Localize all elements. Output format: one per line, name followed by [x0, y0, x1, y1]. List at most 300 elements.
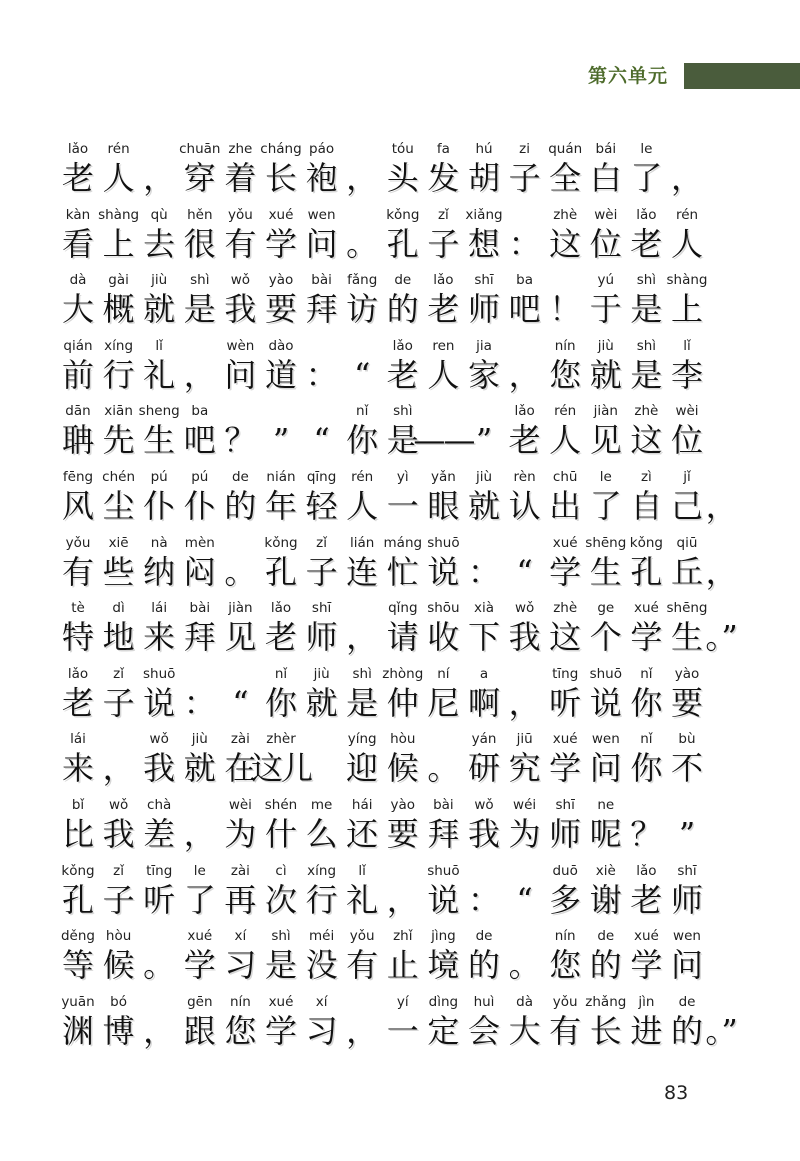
hanzi-character: 很	[183, 224, 216, 263]
text-line	[0, 599, 800, 659]
hanzi-character: 进	[630, 1011, 663, 1050]
hanzi-character: 。	[224, 552, 257, 591]
hanzi-character: 生	[589, 552, 622, 591]
pinyin-syllable: bài	[189, 600, 211, 617]
hanzi-character: 境	[427, 946, 460, 985]
hanzi-character: 师	[549, 815, 582, 853]
pinyin-syllable: lǎo	[67, 665, 89, 682]
hanzi-character: 为	[508, 815, 541, 853]
hanzi-character: “	[516, 880, 533, 919]
hanzi-character: 就	[183, 749, 216, 788]
pinyin-syllable: rén	[351, 469, 374, 485]
pinyin-syllable: xué	[633, 928, 659, 945]
hanzi-character: 说	[143, 683, 176, 722]
pinyin-syllable: lǎo	[67, 141, 89, 157]
hanzi-character: 的	[589, 946, 622, 985]
trailing-punctuation: ，	[705, 487, 738, 525]
hanzi-character: ，	[183, 815, 216, 853]
pinyin-syllable: lǎo	[636, 206, 657, 223]
hanzi-character: 师	[305, 618, 338, 657]
pinyin-syllable: nà	[150, 534, 168, 551]
pinyin-syllable: xué	[268, 993, 294, 1010]
pinyin-syllable: hòu	[105, 928, 132, 945]
hanzi-character: 说	[589, 683, 622, 722]
hanzi-character: 这	[549, 618, 582, 657]
pinyin-syllable: jiù	[313, 665, 330, 682]
pinyin-syllable: zhèr	[266, 731, 296, 748]
hanzi-character: 了	[630, 159, 663, 197]
pinyin-syllable: yǒu	[349, 928, 375, 945]
hanzi-character: 尘	[102, 487, 135, 525]
pinyin-syllable: hòu	[390, 731, 416, 748]
pinyin-syllable: shī	[555, 797, 575, 813]
pinyin-syllable: nǐ	[356, 403, 369, 420]
pinyin-syllable: zǐ	[113, 862, 125, 879]
pinyin-syllable: zhè	[634, 403, 659, 420]
pinyin-syllable: nǐ	[640, 731, 653, 748]
text-line	[0, 862, 800, 922]
pinyin-syllable: rèn	[513, 469, 536, 485]
hanzi-character: ，	[143, 1011, 176, 1050]
hanzi-character: 头	[386, 159, 419, 197]
hanzi-character: 收	[427, 618, 460, 657]
pinyin-syllable: wen	[673, 928, 701, 945]
trailing-punctuation: 。”	[705, 618, 738, 657]
pinyin-syllable: shì	[352, 665, 372, 682]
pinyin-syllable: shēng	[585, 534, 627, 551]
pinyin-syllable: méi	[308, 928, 335, 945]
hanzi-character: 概	[102, 290, 135, 329]
pinyin-syllable: lǎo	[270, 600, 292, 617]
hanzi-character: 这儿	[250, 749, 311, 788]
pinyin-syllable: jia	[476, 337, 492, 354]
hanzi-character: 差	[143, 815, 176, 853]
hanzi-character: 老	[630, 224, 663, 263]
pinyin-syllable: shuō	[142, 665, 176, 682]
text-line	[0, 796, 800, 856]
hanzi-character: 听	[549, 683, 582, 722]
hanzi-character: 定	[427, 1011, 460, 1050]
pinyin-syllable: pú	[150, 469, 168, 485]
pinyin-syllable: kàn	[65, 206, 91, 223]
pinyin-syllable: qǐng	[388, 600, 418, 617]
pinyin-syllable: a	[479, 665, 489, 682]
hanzi-character: 会	[467, 1011, 500, 1050]
trailing-punctuation: 。”	[705, 1011, 738, 1050]
hanzi-character: 聃	[61, 421, 94, 460]
pinyin-syllable: yào	[390, 797, 416, 813]
hanzi-character: 己	[670, 487, 703, 525]
trailing-punctuation: ，	[705, 552, 738, 591]
hanzi-character: 么	[305, 815, 338, 853]
hanzi-character: ？	[630, 815, 663, 853]
pinyin-syllable: gēn	[187, 993, 213, 1010]
pinyin-syllable: de	[678, 993, 696, 1010]
pinyin-syllable: shī	[311, 600, 332, 617]
pinyin-syllable: ge	[597, 600, 615, 617]
hanzi-character: 拜	[305, 290, 338, 329]
hanzi-character: ，	[346, 1011, 379, 1050]
pinyin-syllable: wèi	[675, 403, 699, 420]
pinyin-syllable: qiū	[676, 534, 698, 551]
pinyin-syllable: nián	[266, 469, 296, 485]
hanzi-character: ：	[183, 683, 216, 722]
hanzi-character: 长	[589, 1011, 622, 1050]
hanzi-character: 孔	[386, 224, 419, 263]
hanzi-character: 了	[183, 880, 216, 919]
pinyin-syllable: de	[597, 928, 615, 945]
pinyin-syllable: le	[640, 141, 653, 157]
hanzi-character: 止	[386, 946, 419, 985]
hanzi-character: 您	[549, 946, 582, 985]
hanzi-character: 是	[630, 290, 663, 329]
pinyin-syllable: lǎo	[636, 862, 657, 879]
hanzi-character: 学	[630, 618, 663, 657]
hanzi-character: 子	[102, 880, 135, 919]
hanzi-character: 老	[61, 159, 94, 197]
pinyin-syllable: hěn	[187, 206, 213, 223]
hanzi-character: ”	[678, 815, 696, 853]
pinyin-syllable: jiù	[475, 469, 493, 485]
pinyin-syllable: tè	[71, 600, 85, 617]
hanzi-character: ，	[143, 159, 176, 197]
pinyin-syllable: jìn	[638, 993, 655, 1010]
pinyin-syllable: páo	[309, 141, 335, 157]
pinyin-syllable: fa	[436, 141, 450, 157]
hanzi-character: 人	[549, 421, 582, 460]
hanzi-character: 习	[305, 1011, 338, 1050]
hanzi-character: 师	[670, 880, 703, 919]
pinyin-syllable: nín	[229, 993, 251, 1010]
hanzi-character: 有	[346, 946, 379, 985]
pinyin-syllable: wǒ	[514, 600, 535, 617]
hanzi-character: 有	[224, 224, 257, 263]
hanzi-character: 有	[61, 552, 94, 591]
hanzi-character: 的	[670, 1011, 703, 1050]
pinyin-syllable: zi	[519, 141, 531, 157]
pinyin-syllable: zhè	[553, 206, 578, 223]
pinyin-syllable: duō	[552, 862, 578, 879]
pinyin-syllable: cháng	[260, 141, 302, 157]
pinyin-syllable: sheng	[138, 403, 180, 420]
hanzi-character: 为	[224, 815, 257, 853]
hanzi-character: 学	[549, 749, 582, 788]
pinyin-syllable: xí	[315, 993, 328, 1010]
pinyin-syllable: xíng	[104, 337, 134, 354]
hanzi-character: 次	[264, 880, 297, 919]
hanzi-character: 问	[670, 946, 703, 985]
hanzi-character: 认	[508, 487, 541, 525]
hanzi-character: 孔	[264, 552, 297, 591]
hanzi-character: 地	[102, 618, 135, 657]
pinyin-syllable: rén	[675, 206, 699, 223]
hanzi-character: 连	[346, 552, 379, 591]
unit-label: 第六单元	[588, 65, 669, 87]
hanzi-character: 行	[305, 880, 338, 919]
pinyin-syllable: ba	[516, 272, 534, 289]
hanzi-character: 候	[386, 749, 419, 788]
hanzi-character: 一	[386, 487, 419, 525]
hanzi-character: 了	[589, 487, 622, 525]
hanzi-character: 穿	[183, 159, 216, 197]
hanzi-character: 我	[143, 749, 176, 788]
pinyin-syllable: qián	[63, 337, 93, 354]
hanzi-character: 究	[508, 749, 541, 788]
text-line	[0, 337, 800, 397]
pinyin-syllable: zài	[230, 862, 250, 879]
pinyin-syllable: lǎo	[433, 272, 454, 289]
hanzi-character: 纳	[143, 552, 176, 591]
pinyin-syllable: wèi	[594, 206, 618, 223]
hanzi-character: ，	[670, 159, 703, 197]
pinyin-syllable: shén	[264, 797, 298, 813]
hanzi-character: ，	[102, 749, 135, 788]
hanzi-character: 不	[670, 749, 703, 788]
hanzi-character: 老	[508, 421, 541, 460]
pinyin-syllable: fǎng	[347, 272, 378, 289]
hanzi-character: 啊	[467, 683, 500, 722]
hanzi-character: 轻	[305, 487, 338, 525]
pinyin-syllable: kǒng	[264, 534, 298, 551]
hanzi-character: ——	[413, 421, 474, 460]
text-line	[0, 730, 800, 790]
pinyin-syllable: zǐ	[316, 534, 328, 551]
hanzi-character: 博	[102, 1011, 135, 1050]
pinyin-syllable: nǐ	[274, 665, 288, 682]
pinyin-syllable: shàng	[666, 272, 708, 289]
pinyin-syllable: xué	[633, 600, 659, 617]
hanzi-character: 全	[549, 159, 582, 197]
hanzi-character: 学	[264, 1011, 297, 1050]
pinyin-syllable: zhe	[228, 141, 253, 157]
hanzi-character: 拜	[427, 815, 460, 853]
hanzi-character: 位	[589, 224, 622, 263]
pinyin-syllable: yào	[268, 272, 294, 289]
hanzi-character: ：	[305, 355, 338, 394]
pinyin-syllable: de	[231, 469, 249, 485]
pinyin-syllable: wèn	[226, 337, 255, 354]
hanzi-character: 李	[670, 355, 703, 394]
pinyin-syllable: xué	[187, 928, 213, 945]
pinyin-syllable: tīng	[552, 665, 579, 682]
hanzi-character: 。	[508, 946, 541, 985]
pinyin-syllable: lián	[350, 534, 375, 551]
pinyin-syllable: quán	[548, 141, 583, 157]
hanzi-character: 迎	[346, 749, 379, 788]
hanzi-character: ：	[467, 880, 500, 919]
hanzi-character: 就	[143, 290, 176, 329]
hanzi-character: 你	[346, 421, 379, 460]
hanzi-character: 研	[467, 749, 500, 788]
hanzi-character: 发	[427, 159, 460, 197]
text-line	[0, 140, 800, 200]
hanzi-character: ”	[272, 421, 290, 460]
pinyin-syllable: lái	[70, 731, 86, 748]
pinyin-syllable: lǐ	[155, 337, 163, 354]
hanzi-character: 这	[549, 224, 582, 263]
hanzi-character: 长	[264, 159, 297, 197]
pinyin-syllable: wen	[307, 206, 336, 223]
pinyin-syllable: bài	[311, 272, 332, 289]
hanzi-character: 你	[264, 683, 297, 722]
pinyin-syllable: yì	[396, 469, 409, 485]
hanzi-character: “	[516, 552, 533, 591]
hanzi-character: 跟	[183, 1011, 216, 1050]
hanzi-character: 上	[102, 224, 135, 263]
pinyin-syllable: xué	[268, 206, 294, 223]
pinyin-syllable: yíng	[347, 731, 377, 748]
pinyin-syllable: shēng	[666, 600, 708, 617]
pinyin-syllable: máng	[383, 534, 423, 551]
pinyin-syllable: chuān	[179, 141, 221, 157]
hanzi-character: 渊	[61, 1011, 94, 1050]
pinyin-syllable: shuō	[427, 534, 460, 551]
hanzi-character: 有	[549, 1011, 582, 1050]
hanzi-character: 先	[102, 421, 135, 460]
pinyin-syllable: bái	[595, 141, 617, 157]
hanzi-character: 你	[630, 749, 663, 788]
pinyin-syllable: shī	[677, 862, 697, 879]
hanzi-character: 谢	[589, 880, 622, 919]
hanzi-character: 学	[630, 946, 663, 985]
hanzi-character: 请	[386, 618, 419, 657]
hanzi-character: 仲	[386, 683, 419, 722]
hanzi-character: 老	[264, 618, 297, 657]
hanzi-character: 吧	[183, 421, 216, 460]
pinyin-syllable: dà	[69, 272, 87, 289]
pinyin-syllable: cì	[275, 862, 287, 879]
pinyin-syllable: yǒu	[65, 534, 91, 551]
pinyin-syllable: jìng	[431, 928, 456, 945]
text-line	[0, 402, 800, 462]
hanzi-character: ，	[346, 159, 379, 197]
hanzi-character: 要	[264, 290, 297, 329]
hanzi-character: 什	[264, 815, 297, 853]
pinyin-syllable: zhè	[553, 600, 578, 617]
hanzi-character: 老	[630, 880, 663, 919]
text-line	[0, 534, 800, 594]
hanzi-character: 呢	[589, 815, 622, 853]
hanzi-character: 。	[143, 946, 176, 985]
hanzi-character: 人	[102, 159, 135, 197]
pinyin-syllable: xiān	[104, 403, 133, 420]
pinyin-syllable: děng	[60, 928, 96, 945]
pinyin-syllable: zǐ	[437, 206, 449, 223]
page-number: 83	[664, 1082, 689, 1104]
pinyin-syllable: shì	[636, 337, 657, 354]
hanzi-character: 师	[467, 290, 500, 329]
hanzi-character: 生	[670, 618, 703, 657]
hanzi-character: 仆	[183, 487, 216, 525]
pinyin-syllable: shì	[636, 272, 657, 289]
pinyin-syllable: shōu	[427, 600, 460, 617]
pinyin-syllable: yí	[396, 993, 409, 1010]
pinyin-syllable: ní	[437, 665, 450, 682]
pinyin-syllable: xué	[552, 731, 578, 748]
pinyin-syllable: dān	[65, 403, 91, 420]
pinyin-syllable: qù	[150, 206, 168, 223]
hanzi-character: ，	[183, 355, 216, 394]
hanzi-character: 是	[346, 683, 379, 722]
hanzi-character: 是	[264, 946, 297, 985]
pinyin-syllable: nín	[554, 928, 576, 945]
pinyin-syllable: shuō	[589, 665, 622, 682]
hanzi-character: 学	[549, 552, 582, 591]
pinyin-syllable: yán	[471, 731, 497, 748]
pinyin-syllable: le	[599, 469, 612, 485]
text-line	[0, 993, 800, 1053]
hanzi-character: 白	[589, 159, 622, 197]
hanzi-character: 我	[508, 618, 541, 657]
hanzi-character: 生	[143, 421, 176, 460]
pinyin-syllable: ne	[597, 797, 615, 813]
hanzi-character: 人	[670, 224, 703, 263]
pinyin-syllable: xiè	[595, 862, 616, 879]
pinyin-syllable: xiē	[108, 534, 129, 551]
pinyin-syllable: le	[193, 862, 206, 879]
pinyin-syllable: rén	[107, 141, 130, 157]
hanzi-character: 还	[346, 815, 379, 853]
hanzi-character: 礼	[143, 355, 176, 394]
hanzi-character: 。	[346, 224, 379, 263]
hanzi-character: 候	[102, 946, 135, 985]
pinyin-syllable: qīng	[306, 469, 337, 485]
hanzi-character: 比	[61, 815, 94, 853]
pinyin-syllable: lǎo	[392, 337, 413, 354]
pinyin-syllable: gài	[108, 272, 129, 289]
pinyin-syllable: lǎo	[514, 403, 535, 420]
pinyin-syllable: de	[475, 928, 493, 945]
hanzi-character: “	[232, 683, 249, 722]
pinyin-syllable: xué	[552, 534, 578, 551]
pinyin-syllable: zhǎng	[585, 993, 627, 1010]
hanzi-character: ，	[386, 880, 419, 919]
hanzi-character: ”	[475, 421, 493, 460]
hanzi-character: 孔	[61, 880, 94, 919]
hanzi-character: 着	[224, 159, 257, 197]
hanzi-character: 子	[305, 552, 338, 591]
hanzi-character: 前	[61, 355, 94, 394]
hanzi-character: ？	[224, 421, 257, 460]
hanzi-character: 要	[670, 683, 703, 722]
pinyin-syllable: hái	[351, 797, 373, 813]
hanzi-character: 老	[386, 355, 419, 394]
hanzi-character: ：	[508, 224, 541, 263]
hanzi-character: 学	[264, 224, 297, 263]
pinyin-syllable: kǒng	[61, 862, 95, 879]
hanzi-character: 问	[589, 749, 622, 788]
hanzi-character: 老	[427, 290, 460, 329]
pinyin-syllable: lǐ	[358, 862, 366, 879]
hanzi-character: 位	[670, 421, 703, 460]
hanzi-character: 习	[224, 946, 257, 985]
pinyin-syllable: zì	[640, 469, 652, 485]
pinyin-syllable: wéi	[513, 797, 537, 813]
hanzi-character: 子	[427, 224, 460, 263]
pinyin-syllable: jiàn	[228, 600, 253, 617]
hanzi-character: 看	[61, 224, 94, 263]
pinyin-syllable: me	[310, 797, 333, 813]
pinyin-syllable: wèi	[228, 797, 252, 813]
hanzi-character: 些	[102, 552, 135, 591]
hanzi-character: 袍	[305, 159, 338, 197]
hanzi-character: 您	[224, 1011, 257, 1050]
hanzi-character: 的	[467, 946, 500, 985]
hanzi-character: 等	[61, 946, 94, 985]
pinyin-syllable: tīng	[146, 862, 173, 879]
pinyin-syllable: yuān	[61, 993, 95, 1010]
pinyin-syllable: jiàn	[593, 403, 618, 420]
